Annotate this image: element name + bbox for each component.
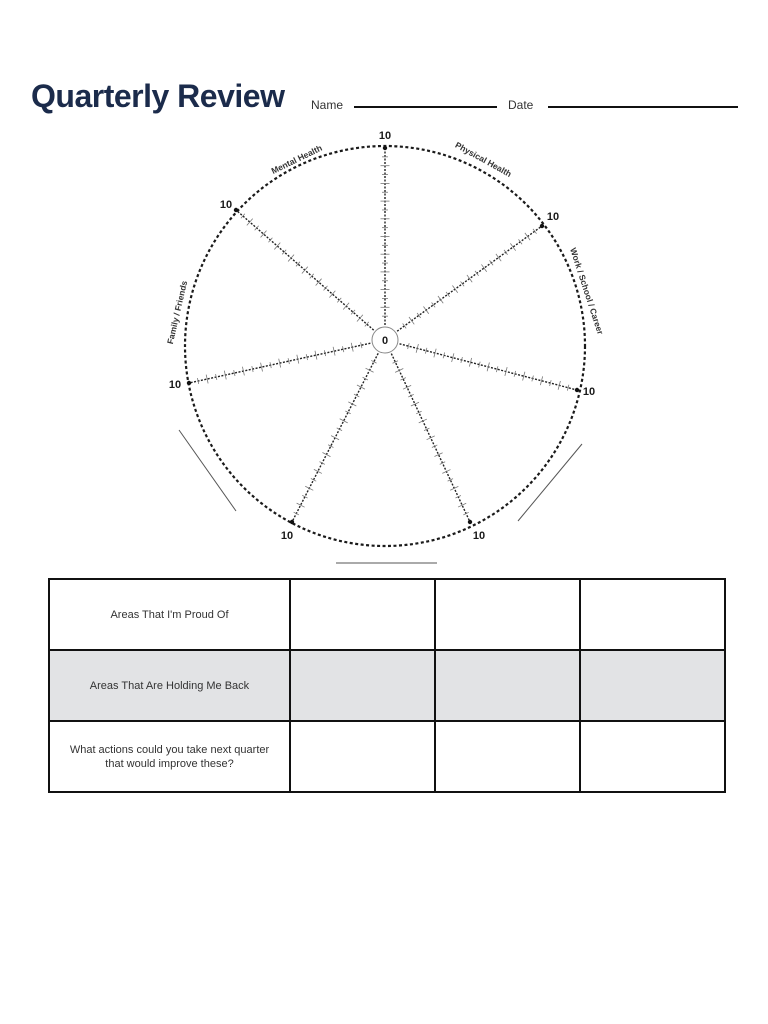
- review-table: [48, 578, 726, 793]
- date-label: Date: [508, 98, 534, 112]
- spoke-tick: [452, 285, 457, 292]
- table-row: [49, 721, 725, 792]
- spoke-tick: [255, 226, 259, 231]
- write-in-line[interactable]: [179, 430, 236, 511]
- entry-cell[interactable]: [435, 721, 580, 792]
- spoke-tick: [316, 279, 322, 286]
- entry-cell[interactable]: [435, 650, 580, 721]
- spoke-tick: [324, 286, 328, 291]
- category-mental-health: Mental Health: [269, 142, 324, 176]
- entry-cell[interactable]: [290, 579, 435, 650]
- spoke-tick: [510, 243, 515, 250]
- spoke-tick: [261, 231, 267, 238]
- spoke-tick: [504, 250, 508, 255]
- spoke-end-dot: [187, 381, 191, 385]
- entry-cell[interactable]: [435, 579, 580, 650]
- row-label: Areas That I'm Proud Of: [49, 579, 290, 650]
- entry-cell[interactable]: [580, 650, 725, 721]
- spoke-tick: [467, 275, 472, 282]
- write-in-line[interactable]: [518, 444, 582, 521]
- spoke-tick: [496, 254, 501, 261]
- spoke-tick: [438, 296, 443, 303]
- category-physical-health: Physical Health: [453, 139, 514, 179]
- entry-cell[interactable]: [290, 721, 435, 792]
- spoke-tick: [348, 402, 356, 406]
- scale-max-label: 10: [582, 386, 596, 398]
- scale-max-label: 10: [219, 199, 233, 211]
- scale-max-label: 10: [168, 379, 182, 391]
- row-label: What actions could you take next quarter that would improve these?: [49, 721, 290, 792]
- spoke-tick: [234, 370, 235, 376]
- spoke-end-dot: [234, 208, 238, 212]
- spoke-tick: [419, 419, 427, 423]
- spoke-tick: [423, 307, 428, 314]
- scale-max-label: 10: [546, 211, 560, 223]
- spoke-end-dot: [383, 146, 387, 150]
- scale-max-label: 10: [280, 530, 294, 542]
- spoke-tick: [395, 369, 403, 373]
- spoke-tick: [409, 317, 414, 324]
- spoke-end-dot: [468, 520, 472, 524]
- entry-cell[interactable]: [290, 650, 435, 721]
- category-work-school-career: Work / School / Career: [568, 246, 606, 336]
- entry-cell[interactable]: [580, 579, 725, 650]
- spoke-end-dot: [290, 520, 294, 524]
- spoke-tick: [525, 233, 530, 240]
- center-zero-label: 0: [381, 335, 389, 347]
- name-label: Name: [311, 98, 344, 112]
- spoke-tick: [567, 385, 569, 391]
- table-row: [49, 650, 725, 721]
- table-row: [49, 579, 725, 650]
- scale-max-label: 10: [378, 130, 392, 142]
- row-label: Areas That Are Holding Me Back: [49, 650, 290, 721]
- spoke-tick: [288, 358, 289, 364]
- spoke-end-dot: [540, 224, 544, 228]
- entry-cell[interactable]: [580, 721, 725, 792]
- spoke-end-dot: [575, 388, 579, 392]
- spoke-tick: [305, 486, 313, 490]
- category-family-friends: Family / Friends: [164, 279, 190, 345]
- page-title: Quarterly Review: [31, 78, 285, 114]
- spoke-tick: [490, 260, 494, 265]
- scale-max-label: 10: [472, 530, 486, 542]
- spoke-tick: [496, 366, 498, 372]
- spoke-tick: [481, 264, 486, 271]
